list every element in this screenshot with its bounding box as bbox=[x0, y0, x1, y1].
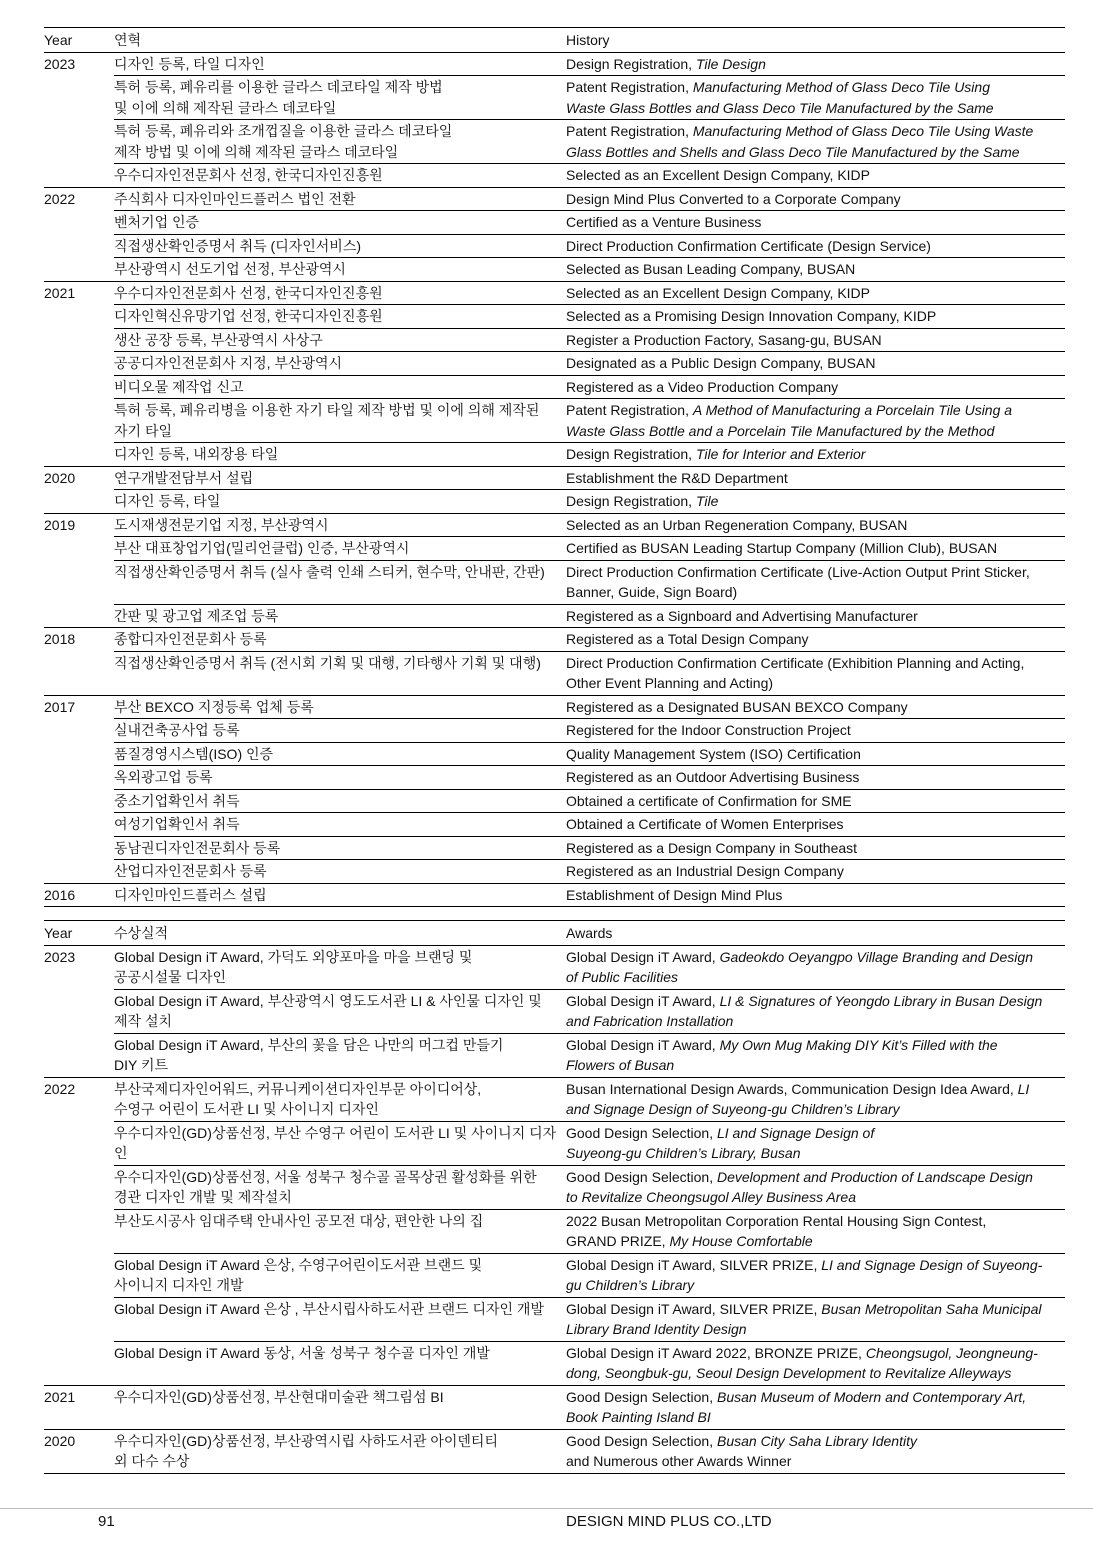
year-group bbox=[44, 282, 1065, 467]
table-row bbox=[114, 1341, 1065, 1385]
table-row bbox=[114, 536, 1065, 560]
english-plain: Quality Management System (ISO) Certification bbox=[566, 745, 861, 762]
english-cell bbox=[566, 514, 1065, 537]
korean-cell: 특허 등록, 폐유리병을 이용한 자기 타일 제작 방법 및 이에 의해 제작된 자기 타일 bbox=[114, 402, 540, 439]
english-plain: Registered as a Design Company in Southeast bbox=[566, 839, 858, 856]
table-row bbox=[114, 765, 1065, 789]
english-cell bbox=[566, 211, 1065, 234]
table-row bbox=[114, 989, 1065, 1033]
year-group-rows bbox=[114, 1078, 1065, 1385]
english-cell bbox=[566, 561, 1065, 604]
korean-cell: 디자인마인드플러스 설립 bbox=[114, 886, 267, 903]
english-plain: Design Registration, bbox=[566, 493, 696, 509]
english-plain: Establishment of Design Mind Plus bbox=[566, 886, 783, 903]
english-cell bbox=[566, 399, 1065, 442]
table-row bbox=[114, 1121, 1065, 1165]
korean-cell: Global Design iT Award, 부산의 꽃을 담은 나만의 머그컵 만들기 DIY 키트 bbox=[114, 1036, 504, 1073]
english-italic: Tile bbox=[695, 493, 719, 509]
year-group bbox=[44, 1430, 1065, 1474]
english-italic: Busan City Saha Library Identity bbox=[716, 1432, 917, 1449]
table-row bbox=[114, 812, 1065, 836]
korean-cell: 특허 등록, 폐유리를 이용한 글라스 데코타일 제작 방법 및 이에 의해 제작된 글라스 데코타일 bbox=[114, 79, 443, 116]
table-row bbox=[114, 304, 1065, 328]
year-group-rows bbox=[114, 1430, 1065, 1473]
korean-cell: 옥외광고업 등록 bbox=[114, 769, 213, 785]
korean-cell: 동남권디자인전문회사 등록 bbox=[114, 839, 281, 856]
english-cell bbox=[566, 652, 1065, 695]
table-row bbox=[114, 789, 1065, 813]
table-row bbox=[114, 75, 1065, 119]
table-row bbox=[114, 859, 1065, 883]
english-italic: Tile Design bbox=[695, 55, 766, 72]
english-cell bbox=[566, 790, 1065, 813]
korean-cell: Global Design iT Award 은상, 수영구어린이도서관 브랜드 및 사이니지 디자인 개발 bbox=[114, 1256, 483, 1293]
english-cell bbox=[566, 1210, 1065, 1253]
history-table bbox=[44, 27, 1065, 907]
english-italic: LI and Signage Design of Suyeong-gu Children’s Library, Busan bbox=[566, 1124, 875, 1161]
page-number: 91 bbox=[98, 1513, 115, 1530]
english-cell bbox=[566, 120, 1065, 163]
english-plain: Patent Registration, bbox=[566, 79, 693, 95]
footer-divider bbox=[0, 1508, 1093, 1509]
english-cell bbox=[566, 1254, 1065, 1297]
korean-cell: 도시재생전문기업 지정, 부산광역시 bbox=[114, 516, 329, 533]
korean-cell: 중소기업확인서 취득 bbox=[114, 792, 240, 809]
korean-cell: 비디오물 제작업 신고 bbox=[114, 378, 244, 395]
korean-cell: 생산 공장 등록, 부산광역시 사상구 bbox=[114, 331, 323, 348]
english-cell bbox=[566, 1166, 1065, 1209]
table-row bbox=[114, 836, 1065, 860]
table-row bbox=[114, 489, 1065, 513]
table-row bbox=[114, 53, 1065, 76]
korean-cell: 주식회사 디자인마인드플러스 법인 전환 bbox=[114, 190, 356, 207]
english-plain: Design Registration, bbox=[566, 55, 696, 72]
english-cell bbox=[566, 837, 1065, 860]
korean-cell: 연구개발전담부서 설립 bbox=[114, 469, 254, 486]
year-group bbox=[44, 884, 1065, 908]
table-row bbox=[114, 884, 1065, 907]
year-group bbox=[44, 514, 1065, 629]
english-italic: Busan Museum of Modern and Contemporary Art, Book Painting Island BI bbox=[566, 1388, 1027, 1425]
year-group-rows bbox=[114, 628, 1065, 695]
table-row bbox=[114, 604, 1065, 628]
year-cell: 2016 bbox=[44, 886, 76, 903]
english-cell bbox=[566, 1430, 1065, 1473]
year-group-rows bbox=[114, 514, 1065, 628]
table-row bbox=[114, 1165, 1065, 1209]
english-header: History bbox=[566, 32, 610, 48]
english-italic: My Own Mug Making DIY Kit’s Filled with the Flowers of Busan bbox=[566, 1036, 998, 1073]
table-row bbox=[114, 1297, 1065, 1341]
english-plain: Selected as a Promising Design Innovation Company, KIDP bbox=[566, 308, 937, 324]
korean-cell: 우수디자인전문회사 선정, 한국디자인진흥원 bbox=[114, 284, 383, 301]
korean-cell: 부산광역시 선도기업 선정, 부산광역시 bbox=[114, 261, 346, 277]
korean-cell: 직접생산확인증명서 취득 (전시회 기획 및 대행, 기타행사 기획 및 대행) bbox=[114, 654, 541, 671]
english-cell bbox=[566, 235, 1065, 258]
awards-table bbox=[44, 920, 1065, 1474]
english-cell bbox=[566, 1078, 1065, 1121]
english-italic: Cheongsugol, Jeongneung- dong, Seongbuk-gu, Seoul Design Development to Revitalize Alleyways bbox=[566, 1344, 1038, 1381]
english-plain: Global Design iT Award, SILVER PRIZE, bbox=[566, 1300, 822, 1317]
korean-cell: 종합디자인전문회사 등록 bbox=[114, 631, 267, 647]
english-plain: Good Design Selection, bbox=[566, 1388, 717, 1405]
english-cell bbox=[566, 813, 1065, 836]
english-cell bbox=[566, 743, 1065, 766]
year-cell: 2017 bbox=[44, 698, 76, 715]
table-row bbox=[114, 210, 1065, 234]
year-group bbox=[44, 188, 1065, 282]
table-row bbox=[114, 1033, 1065, 1077]
table-row bbox=[114, 234, 1065, 258]
english-cell bbox=[566, 719, 1065, 742]
korean-cell: 직접생산확인증명서 취득 (실사 출력 인쇄 스티커, 현수막, 안내판, 간판) bbox=[114, 563, 545, 580]
english-plain: Design Mind Plus Converted to a Corporate Company bbox=[566, 190, 901, 207]
english-plain: Designated as a Public Design Company, BUSAN bbox=[566, 355, 876, 371]
korean-cell: 여성기업확인서 취득 bbox=[114, 816, 240, 832]
english-cell bbox=[566, 537, 1065, 560]
year-cell: 2020 bbox=[44, 1432, 76, 1449]
english-cell bbox=[566, 258, 1065, 281]
year-group bbox=[44, 1078, 1065, 1386]
english-cell bbox=[566, 305, 1065, 328]
english-plain: Direct Production Confirmation Certificate (Design Service) bbox=[566, 237, 931, 254]
year-group bbox=[44, 628, 1065, 696]
year-cell: 2018 bbox=[44, 631, 76, 647]
english-cell bbox=[566, 188, 1065, 211]
english-cell bbox=[566, 696, 1065, 719]
table-row bbox=[114, 742, 1065, 766]
table-row bbox=[114, 1430, 1065, 1473]
korean-cell: 디자인 등록, 내외장용 타일 bbox=[114, 446, 279, 462]
english-italic: LI and Signage Design of Suyeong- gu Children’s Library bbox=[566, 1256, 1043, 1293]
english-plain: Direct Production Confirmation Certificate (Exhibition Planning and Acting, Other Event Planning and Acting) bbox=[566, 654, 1025, 691]
table-row bbox=[114, 718, 1065, 742]
korean-cell: Global Design iT Award 은상 , 부산시립사하도서관 브랜드 디자인 개발 bbox=[114, 1300, 544, 1317]
year-group bbox=[44, 946, 1065, 1078]
english-tail: and Numerous other Awards Winner bbox=[566, 1453, 792, 1469]
english-header: Awards bbox=[566, 925, 613, 941]
english-italic: Busan Metropolitan Saha Municipal Library Brand Identity Design bbox=[566, 1300, 1042, 1337]
english-italic: Development and Production of Landscape Design to Revitalize Cheongsugol Alley Business Area bbox=[566, 1168, 1033, 1205]
english-plain: Good Design Selection, bbox=[566, 1168, 717, 1185]
table-row bbox=[114, 282, 1065, 305]
english-cell bbox=[566, 282, 1065, 305]
english-plain: Registered as a Total Design Company bbox=[566, 631, 809, 647]
table-row bbox=[114, 628, 1065, 651]
table-row bbox=[114, 188, 1065, 211]
korean-cell: 간판 및 광고업 제조업 등록 bbox=[114, 607, 279, 624]
korean-cell: Global Design iT Award, 가덕도 외양포마을 마을 브랜딩 및 공공시설물 디자인 bbox=[114, 948, 473, 985]
history-header-row bbox=[44, 28, 1065, 53]
korean-cell: 품질경영시스템(ISO) 인증 bbox=[114, 745, 274, 762]
year-group-rows bbox=[114, 282, 1065, 466]
year-cell: 2022 bbox=[44, 1080, 76, 1097]
english-cell bbox=[566, 1386, 1065, 1429]
korean-cell: 우수디자인(GD)상품선정, 부산광역시립 사하도서관 아이덴티티 외 다수 수상 bbox=[114, 1432, 498, 1469]
english-cell bbox=[566, 376, 1065, 399]
table-row bbox=[114, 651, 1065, 695]
year-group-rows bbox=[114, 696, 1065, 883]
table-row bbox=[114, 514, 1065, 537]
english-plain: Global Design iT Award, SILVER PRIZE, bbox=[566, 1256, 822, 1273]
korean-cell: 우수디자인(GD)상품선정, 서울 성북구 청수골 골목상권 활성화를 위한 경관 디자인 개발 및 제작설치 bbox=[114, 1168, 537, 1205]
english-plain: Register a Production Factory, Sasang-gu, BUSAN bbox=[566, 331, 882, 348]
english-cell bbox=[566, 990, 1065, 1033]
english-cell bbox=[566, 329, 1065, 352]
english-plain: Registered as an Industrial Design Company bbox=[566, 863, 844, 879]
english-cell bbox=[566, 605, 1065, 628]
year-cell: 2021 bbox=[44, 1388, 76, 1405]
english-cell bbox=[566, 467, 1065, 490]
english-plain: Global Design iT Award, bbox=[566, 992, 720, 1009]
korean-cell: 실내건축공사업 등록 bbox=[114, 722, 240, 738]
korean-cell: Global Design iT Award, 부산광역시 영도도서관 LI & 사인물 디자인 및 제작 설치 bbox=[114, 992, 542, 1029]
english-cell bbox=[566, 76, 1065, 119]
english-plain: Certified as a Venture Business bbox=[566, 214, 762, 230]
english-italic: My House Comfortable bbox=[669, 1233, 813, 1249]
english-cell bbox=[566, 1298, 1065, 1341]
korean-cell: 공공디자인전문회사 지정, 부산광역시 bbox=[114, 355, 343, 371]
year-cell: 2021 bbox=[44, 284, 76, 301]
table-row bbox=[114, 696, 1065, 719]
english-cell bbox=[566, 884, 1065, 907]
english-cell bbox=[566, 1122, 1065, 1165]
english-cell bbox=[566, 860, 1065, 883]
korean-cell: 부산 대표창업기업(밀리언클럽) 인증, 부산광역시 bbox=[114, 540, 410, 556]
table-row bbox=[114, 1078, 1065, 1121]
english-italic: A Method of Manufacturing a Porcelain Tile Using a Waste Glass Bottle and a Porcelain Tile Manufactured by the Method bbox=[566, 402, 1013, 439]
english-plain: Global Design iT Award 2022, BRONZE PRIZE, bbox=[566, 1344, 866, 1361]
korean-cell: 산업디자인전문회사 등록 bbox=[114, 863, 267, 879]
year-cell: 2020 bbox=[44, 469, 76, 486]
year-cell: 2023 bbox=[44, 948, 76, 965]
table-row bbox=[114, 257, 1065, 281]
year-header: Year bbox=[44, 925, 73, 941]
english-plain: Obtained a certificate of Confirmation for SME bbox=[566, 792, 852, 809]
english-plain: Certified as BUSAN Leading Startup Company (Million Club), BUSAN bbox=[566, 540, 998, 556]
english-cell bbox=[566, 53, 1065, 76]
english-italic: LI & Signatures of Yeongdo Library in Busan Design and Fabrication Installation bbox=[566, 992, 1043, 1029]
table-row bbox=[114, 442, 1065, 466]
table-row bbox=[114, 375, 1065, 399]
english-cell bbox=[566, 1034, 1065, 1077]
english-plain: Patent Registration, bbox=[566, 123, 693, 139]
english-plain: Selected as Busan Leading Company, BUSAN bbox=[566, 261, 856, 277]
english-italic: Manufacturing Method of Glass Deco Tile Using Waste Glass Bottles and Glass Deco Tile Manufactured by the Same bbox=[566, 79, 994, 116]
english-cell bbox=[566, 628, 1065, 651]
year-group-rows bbox=[114, 946, 1065, 1077]
table-row bbox=[114, 946, 1065, 989]
english-plain: Global Design iT Award, bbox=[566, 1036, 720, 1053]
english-cell bbox=[566, 766, 1065, 789]
year-cell: 2022 bbox=[44, 190, 76, 207]
table-row bbox=[114, 398, 1065, 442]
year-group-rows bbox=[114, 53, 1065, 187]
awards-header-row bbox=[44, 921, 1065, 946]
year-group-rows bbox=[114, 884, 1065, 907]
english-cell bbox=[566, 946, 1065, 989]
year-cell: 2023 bbox=[44, 55, 76, 72]
year-cell: 2019 bbox=[44, 516, 76, 533]
english-plain: Direct Production Confirmation Certificate (Live-Action Output Print Sticker, Banner, Guide, Sign Board) bbox=[566, 563, 1030, 600]
english-plain: Selected as an Excellent Design Company, KIDP bbox=[566, 167, 871, 183]
korean-cell: 우수디자인(GD)상품선정, 부산현대미술관 책그림섬 BI bbox=[114, 1388, 444, 1405]
english-plain: Good Design Selection, bbox=[566, 1124, 717, 1141]
korean-cell: 우수디자인전문회사 선정, 한국디자인진흥원 bbox=[114, 167, 383, 183]
english-plain: Obtained a Certificate of Women Enterprises bbox=[566, 816, 844, 832]
english-plain: Busan International Design Awards, Communication Design Idea Award, bbox=[566, 1080, 1018, 1097]
korean-cell: 부산국제디자인어워드, 커뮤니케이션디자인부문 아이디어상, 수영구 어린이 도서관 LI 및 사이니지 디자인 bbox=[114, 1080, 482, 1117]
table-row bbox=[114, 1253, 1065, 1297]
english-cell bbox=[566, 490, 1065, 513]
korean-cell: 벤처기업 인증 bbox=[114, 214, 200, 230]
year-group bbox=[44, 53, 1065, 188]
english-italic: LI and Signage Design of Suyeong-gu Children’s Library bbox=[566, 1080, 1030, 1117]
english-plain: Registered as an Outdoor Advertising Business bbox=[566, 769, 860, 785]
english-plain: Registered for the Indoor Construction Project bbox=[566, 722, 851, 738]
english-plain: Selected as an Excellent Design Company, KIDP bbox=[566, 284, 871, 301]
korean-cell: 특허 등록, 폐유리와 조개껍질을 이용한 글라스 데코타일 제작 방법 및 이에 의해 제작된 글라스 데코타일 bbox=[114, 123, 453, 160]
korean-header: 연혁 bbox=[114, 32, 142, 48]
english-cell bbox=[566, 1342, 1065, 1385]
korean-cell: 부산 BEXCO 지정등록 업체 등록 bbox=[114, 698, 314, 715]
korean-cell: Global Design iT Award 동상, 서울 성북구 청수골 디자인 개발 bbox=[114, 1344, 490, 1361]
year-group-rows bbox=[114, 467, 1065, 513]
english-italic: Manufacturing Method of Glass Deco Tile Using Waste Glass Bottles and Shells and Glass Deco Tile Manufactured by the Same bbox=[566, 123, 1034, 160]
company-name: DESIGN MIND PLUS CO.,LTD bbox=[566, 1513, 772, 1530]
year-group bbox=[44, 467, 1065, 514]
english-plain: Good Design Selection, bbox=[566, 1432, 717, 1449]
english-plain: Design Registration, bbox=[566, 446, 696, 462]
table-row bbox=[114, 119, 1065, 163]
table-row bbox=[114, 163, 1065, 187]
korean-cell: 디자인혁신유망기업 선정, 한국디자인진흥원 bbox=[114, 308, 383, 324]
table-row bbox=[114, 328, 1065, 352]
table-row bbox=[114, 351, 1065, 375]
korean-cell: 디자인 등록, 타일 디자인 bbox=[114, 55, 265, 72]
english-cell bbox=[566, 352, 1065, 375]
english-plain: Registered as a Signboard and Advertising Manufacturer bbox=[566, 607, 918, 624]
english-plain: Global Design iT Award, bbox=[566, 948, 720, 965]
table-row bbox=[114, 1209, 1065, 1253]
year-group-rows bbox=[114, 1386, 1065, 1429]
korean-cell: 직접생산확인증명서 취득 (디자인서비스) bbox=[114, 237, 362, 254]
korean-header: 수상실적 bbox=[114, 925, 169, 941]
table-row bbox=[114, 1386, 1065, 1429]
table-row bbox=[114, 467, 1065, 490]
korean-cell: 부산도시공사 임대주택 안내사인 공모전 대상, 편안한 나의 집 bbox=[114, 1212, 484, 1229]
korean-cell: 우수디자인(GD)상품선정, 부산 수영구 어린이 도서관 LI 및 사이니지 디자인 bbox=[114, 1124, 557, 1161]
year-group-rows bbox=[114, 188, 1065, 281]
english-plain: Registered as a Designated BUSAN BEXCO Company bbox=[566, 698, 908, 715]
english-cell bbox=[566, 443, 1065, 466]
table-row bbox=[114, 560, 1065, 604]
year-group bbox=[44, 696, 1065, 884]
english-plain: Patent Registration, bbox=[566, 402, 693, 418]
english-plain: Registered as a Video Production Company bbox=[566, 378, 839, 395]
korean-cell: 디자인 등록, 타일 bbox=[114, 493, 221, 509]
year-header: Year bbox=[44, 32, 73, 48]
english-plain: Establishment the R&D Department bbox=[566, 469, 788, 486]
english-cell bbox=[566, 164, 1065, 187]
english-plain: Selected as an Urban Regeneration Company, BUSAN bbox=[566, 516, 908, 533]
year-group bbox=[44, 1386, 1065, 1430]
english-italic: Gadeokdo Oeyangpo Village Branding and Design of Public Facilities bbox=[566, 948, 1033, 985]
english-plain: 2022 Busan Metropolitan Corporation Rental Housing Sign Contest, GRAND PRIZE, bbox=[566, 1212, 987, 1249]
english-italic: Tile for Interior and Exterior bbox=[695, 446, 866, 462]
